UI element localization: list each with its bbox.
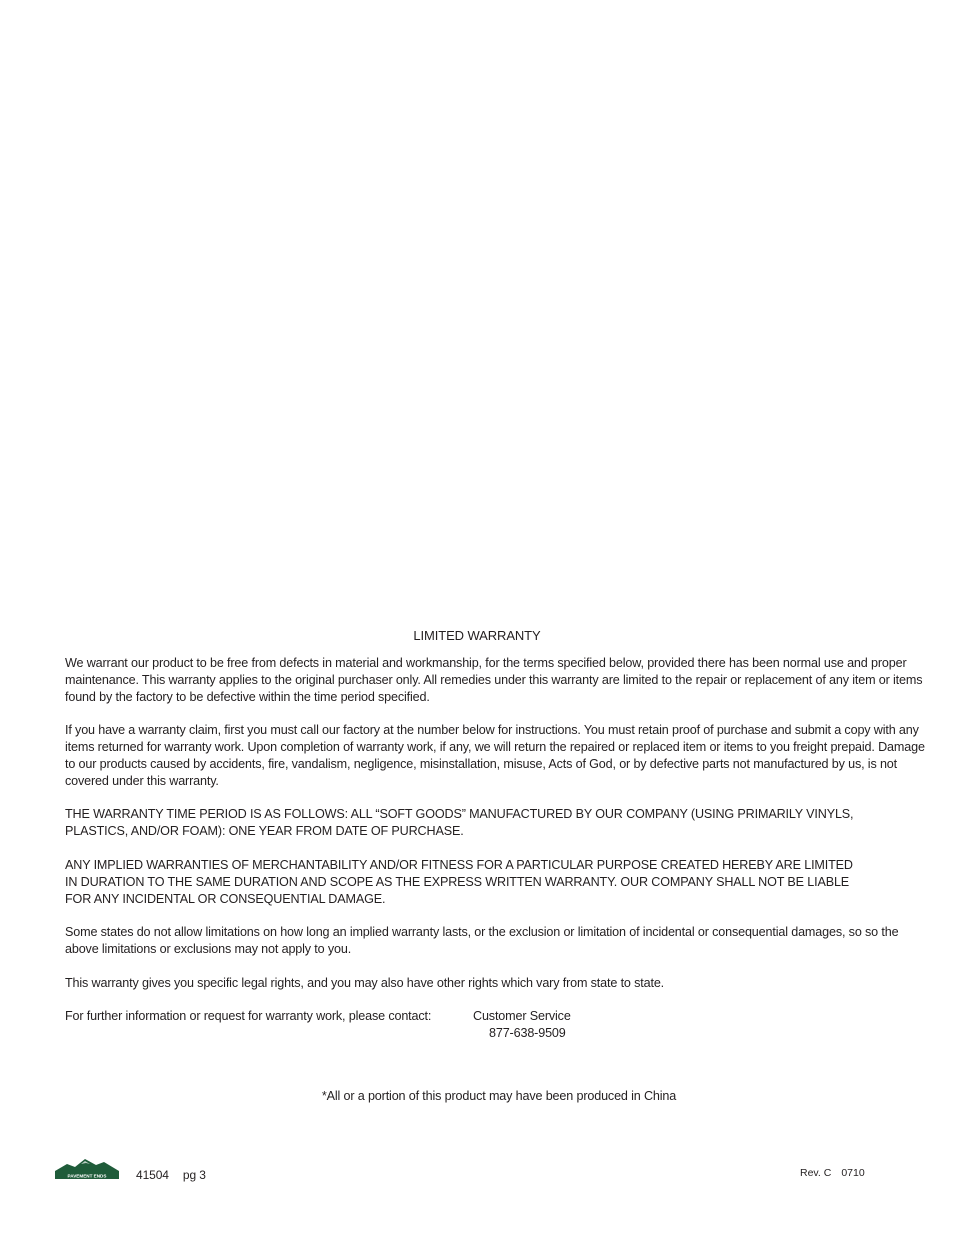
legal-rights-paragraph: This warranty gives you specific legal rights, and you may also have other rights which vary from state to state. — [65, 976, 665, 990]
footer-revision — [800, 1167, 865, 1179]
contact-block — [65, 1008, 571, 1040]
revision-label: Rev. C — [800, 1167, 832, 1179]
state-limitations-paragraph: Some states do not allow limitations on how long an implied warranty lasts, or the exclusion or limitation of incidental or consequential damages, so so the above limitations or exclusions may not apply to you. — [65, 925, 899, 956]
part-number: 41504 — [136, 1168, 169, 1182]
warranty-claim-paragraph: If you have a warranty claim, first you must call our factory at the number below for instructions. You must retain proof of purchase and submit a copy with any items returned for warranty work. Upon completion of warranty work, if any, we will return the repaired or replaced item or items to you freight prepaid. Damage to our products caused by accidents, fire, vandalism, negligence, misinstallation, misuse, Acts of God, or by defective parts not manufactured by us, is not covered under this warranty. — [65, 723, 925, 788]
revision-date: 0710 — [841, 1167, 865, 1179]
contact-label: For further information or request for warranty work, please contact: — [65, 1009, 432, 1023]
pavement-ends-logo — [55, 1158, 119, 1180]
contact-name: Customer Service — [473, 1009, 571, 1023]
warranty-title: LIMITED WARRANTY — [413, 628, 541, 643]
warranty-coverage-paragraph: We warrant our product to be free from defects in material and workmanship, for the terms specified below, provided there has been normal use and proper maintenance. This warranty applies to the original purchaser only. All remedies under this warranty are limited to the repair or replacement of any item or items found by the factory to be defective within the time period specified. — [65, 656, 923, 704]
origin-note: *All or a portion of this product may have been produced in China — [321, 1089, 677, 1103]
implied-warranty-paragraph: ANY IMPLIED WARRANTIES OF MERCHANTABILITY AND/OR FITNESS FOR A PARTICULAR PURPOSE CREATED HEREBY ARE LIMITED IN DURATION TO THE SAME DURATION AND SCOPE AS THE EXPRESS WRITTEN WARRANTY. OUR COMPANY SHALL NOT BE LIABLE FOR ANY INCIDENTAL OR CONSEQUENTIAL DAMAGE. — [65, 858, 853, 906]
contact-phone: 877-638-9509 — [489, 1026, 566, 1040]
page-number: pg 3 — [182, 1168, 206, 1182]
logo-text: PAVEMENT ENDS — [67, 1173, 107, 1179]
warranty-period-paragraph: THE WARRANTY TIME PERIOD IS AS FOLLOWS: ALL “SOFT GOODS” MANUFACTURED BY OUR COMPANY (USING PRIMARILY VINYLS, PLASTICS, AND/OR FOAM): ONE YEAR FROM DATE OF PURCHASE. — [65, 807, 854, 838]
footer-document-code — [136, 1168, 206, 1182]
